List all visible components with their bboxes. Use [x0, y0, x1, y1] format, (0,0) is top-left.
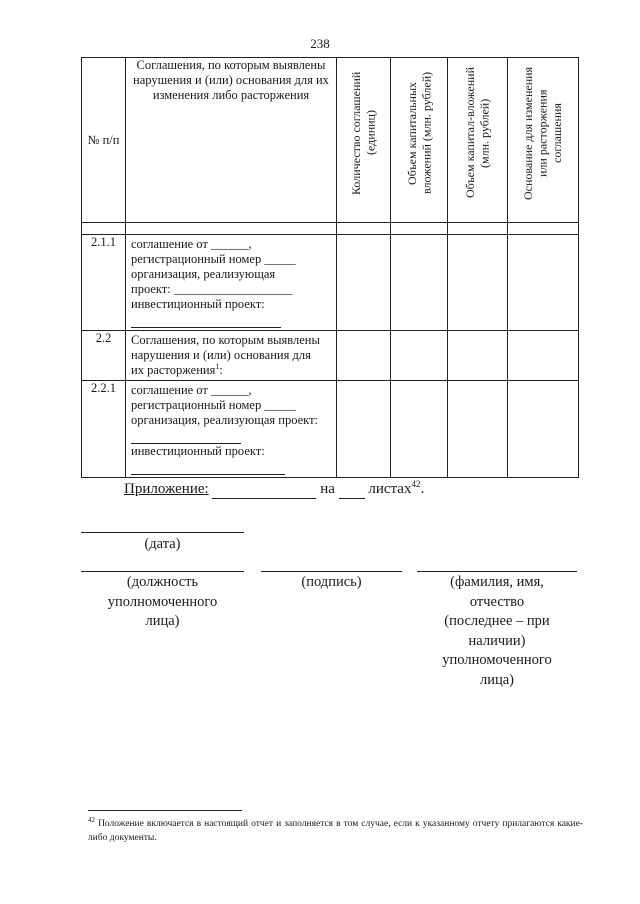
name-label: (фамилия, имя, отчество (последнее – при наличии) уполномоченного лица): [442, 574, 552, 688]
header-cap-invest: Объем капитал-вложений (млн. рублей): [448, 58, 508, 223]
table-row: [82, 235, 579, 331]
header-title: Соглашения, по которым выявлены нарушения и (или) основания для их изменения либо расторжения: [126, 58, 337, 223]
row-num: 2.2.1: [82, 381, 126, 478]
footnote-separator: [88, 810, 242, 811]
row-description: соглашение от ______, регистрационный номер _____ организация, реализующая проект: инвестиционный проект:: [126, 381, 337, 478]
row-description: соглашение от ______, регистрационный номер _____ организация, реализующая проект: ___________________ инвестиционный проект:: [126, 235, 337, 331]
agreements-table: [81, 57, 579, 478]
page-number: 238: [310, 36, 330, 51]
attachment-line: Приложение: на листах$^{42}$.: [124, 479, 425, 497]
table-row: [82, 331, 579, 381]
table-header-row: [82, 58, 579, 223]
header-volume: Объем капитальных вложений (млн. рублей): [391, 58, 448, 223]
footnote: $^{42}$ Положение включается в настоящий отчет и заполняется в том случае, если к указанному отчету прилагаются какие-либо документы.: [88, 815, 584, 843]
row-num: 2.1.1: [82, 235, 126, 331]
header-count: Количество соглашений (единиц): [337, 58, 391, 223]
row-description: Соглашения, по которым выявлены нарушения и (или) основания для их расторжения$^1$:: [126, 331, 337, 381]
header-basis: Основание для изменения или расторжения соглашения: [508, 58, 579, 223]
signature-label: (подпись): [301, 574, 362, 590]
position-line: [81, 571, 244, 572]
date-label: (дата): [144, 536, 181, 552]
table-row: [82, 381, 579, 478]
signature-line: [261, 571, 402, 572]
header-num: № п/п: [82, 58, 126, 223]
row-num: 2.2: [82, 331, 126, 381]
table-spacer-row: [82, 223, 579, 235]
name-line: [417, 571, 577, 572]
position-label: (должность уполномоченного лица): [107, 574, 218, 630]
date-line: [81, 532, 244, 533]
